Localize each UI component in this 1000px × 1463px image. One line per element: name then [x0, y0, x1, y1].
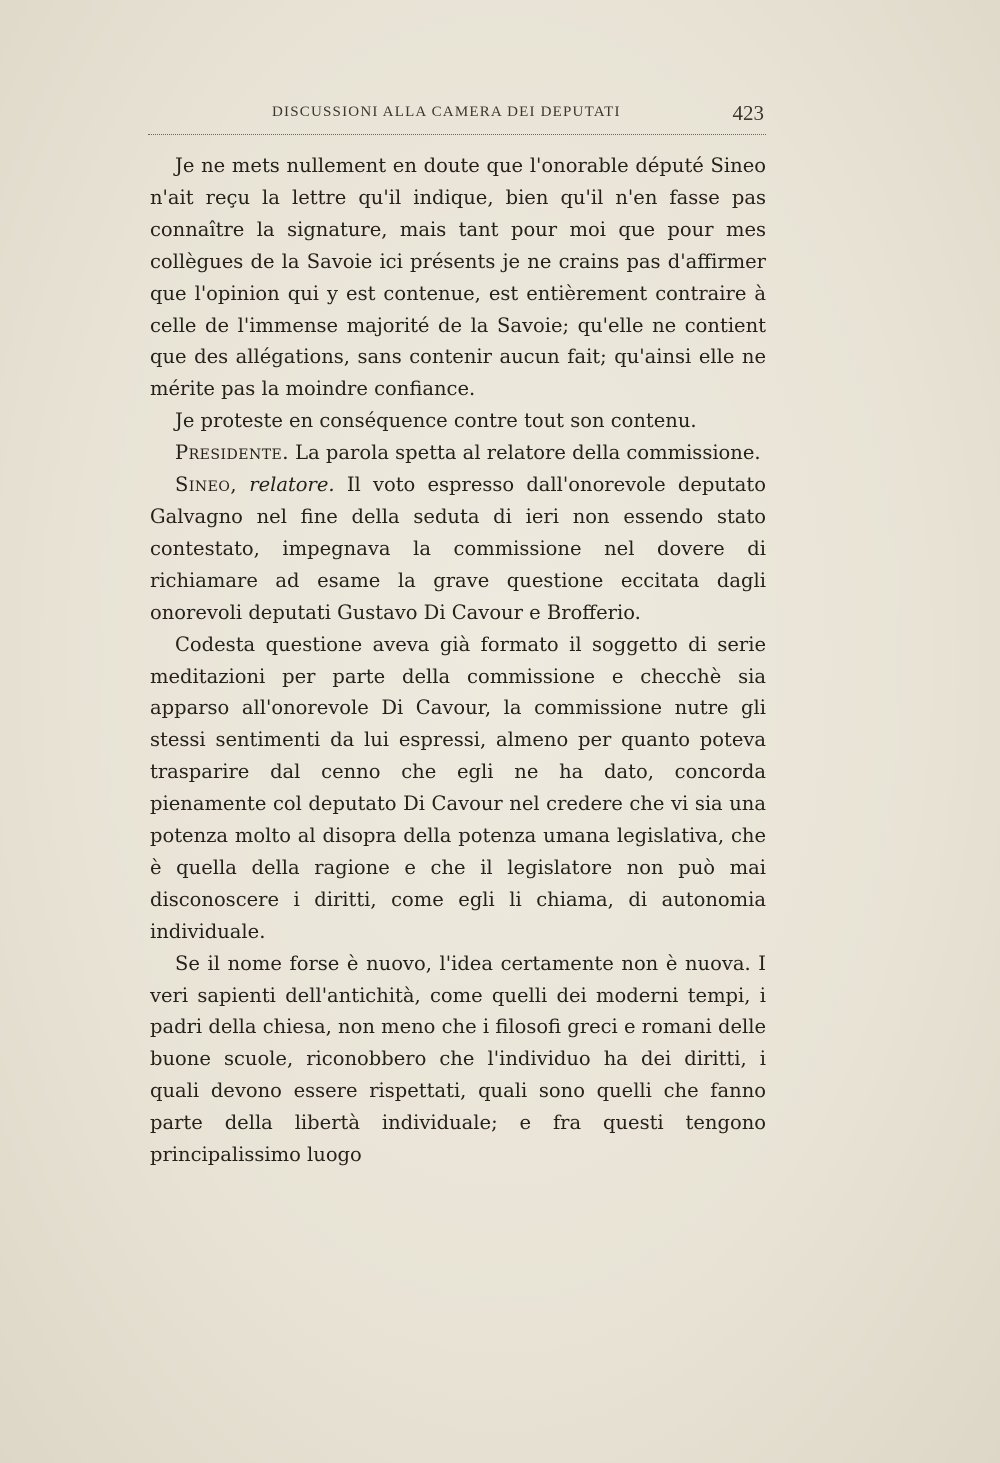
paragraph: [150, 150, 766, 405]
page-header: [148, 100, 766, 135]
paragraph: [150, 469, 766, 629]
paragraph: [150, 405, 766, 437]
paragraph-text: Je proteste en conséquence contre tout son contenu.: [175, 409, 697, 433]
running-title: DISCUSSIONI ALLA CAMERA DEI DEPUTATI: [272, 104, 621, 120]
paragraph-text: Il voto espresso dall'onorevole deputato Galvagno nel fine della seduta di ieri non essendo stato contestato, impegnava la commissione nel dovere di richiamare ad esame la grave questione eccitata dagli onorevoli deputati Gustavo Di Cavour e Brofferio.: [150, 473, 766, 624]
body-text: [150, 150, 766, 1171]
paragraph-text: La parola spetta al relatore della commissione.: [295, 441, 761, 465]
paragraph-text: Je ne mets nullement en doute que l'onorable député Sineo n'ait reçu la lettre qu'il indique, bien qu'il n'en fasse pas connaître la signature, mais tant pour moi que pour mes collègues de la Savoie ici présents je ne crains pas d'affirmer que l'opinion qui y est contenue, est entièrement contraire à celle de l'immense majorité de la Savoie; qu'elle ne contient que des allégations, sans contenir aucun fait; qu'ainsi elle ne mérite pas la moindre confiance.: [150, 154, 766, 401]
speaker-name: Presidente.: [175, 441, 289, 465]
paragraph: [150, 948, 766, 1171]
paragraph-text: Codesta questione aveva già formato il soggetto di serie meditazioni per parte della commissione e checchè sia apparso all'onorevole Di Cavour, la commissione nutre gli stessi sentimenti da lui espressi, almeno per quanto poteva trasparire dal cenno che egli ne ha dato, concorda pienamente col deputato Di Cavour nel credere che vi sia una potenza molto al disopra della potenza umana legislativa, che è quella della ragione e che il legislatore non può mai disconoscere i diritti, come egli li chiama, di autonomia individuale.: [150, 632, 766, 943]
paragraph-text: Se il nome forse è nuovo, l'idea certamente non è nuova. I veri sapienti dell'antichità, come quelli dei moderni tempi, i padri della chiesa, non meno che i filosofi greci e romani delle buone scuole, riconobbero che l'individuo ha dei diritti, i quali devono essere rispettati, quali sono quelli che fanno parte della libertà individuale; e fra questi tengono principalissimo luogo: [150, 951, 766, 1167]
page-number: 423: [732, 101, 764, 125]
speaker-role: relatore.: [249, 473, 335, 497]
paragraph: [150, 437, 766, 469]
paragraph: [150, 629, 766, 948]
speaker-name: Sineo,: [175, 473, 238, 497]
